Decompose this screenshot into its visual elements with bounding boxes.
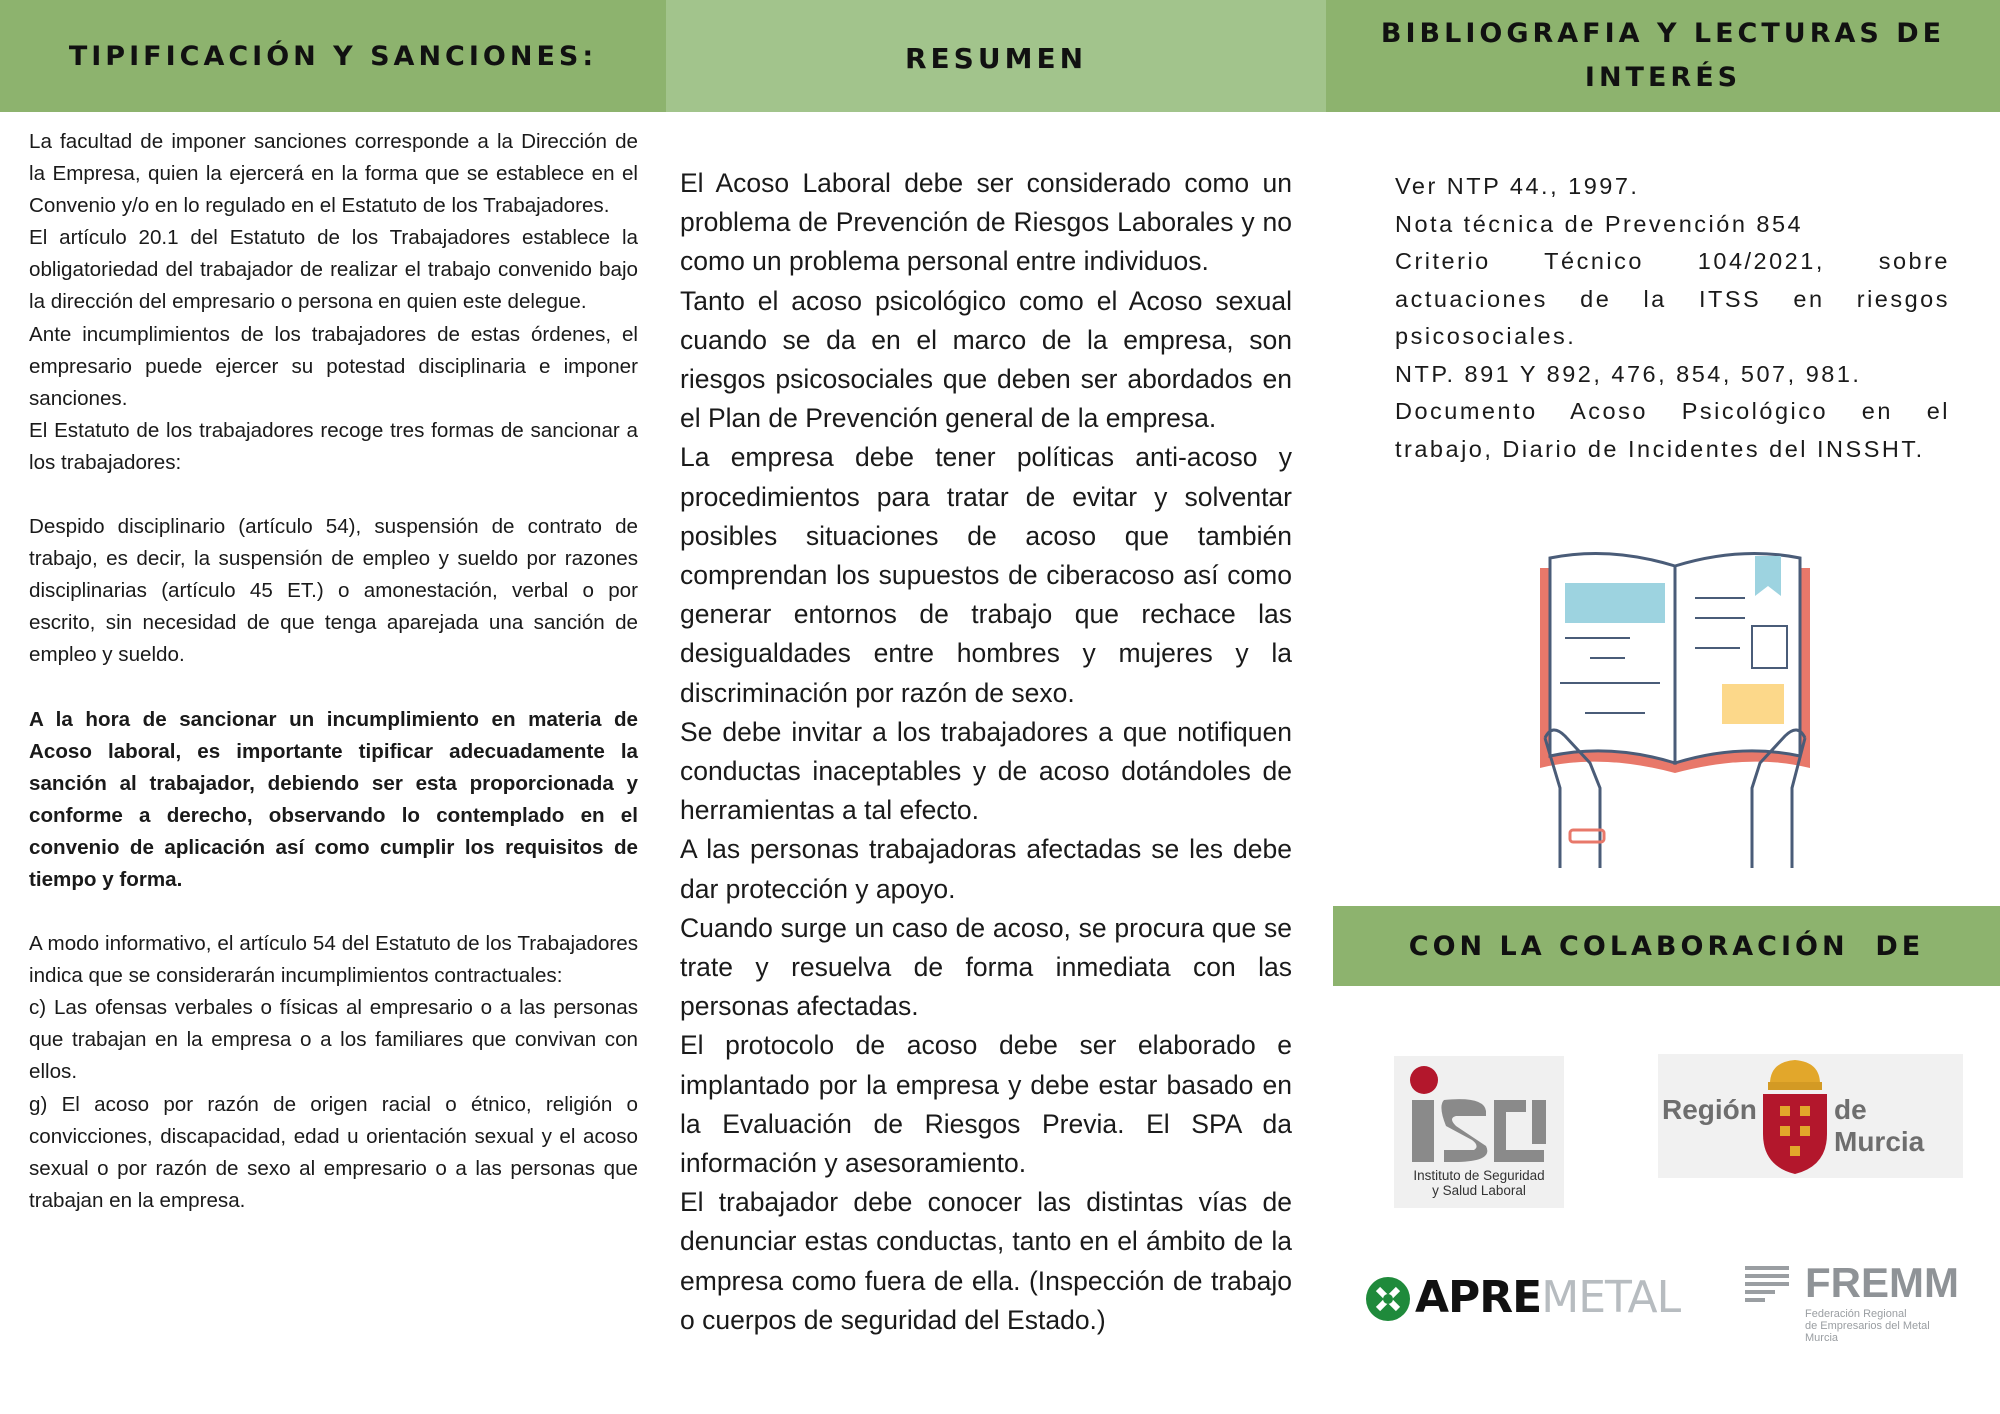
tipificacion-paragraph: c) Las ofensas verbales o físicas al empresario o a las personas que trabajan en la empresa o a los familiares que convivan con ellos. — [29, 996, 638, 1084]
fremm-text: FREMM — [1805, 1259, 1959, 1306]
header-colaboracion-text: CON LA COLABORACIÓN DE — [1408, 930, 1925, 962]
tipificacion-paragraph: A modo informativo, el artículo 54 del Estatuto de los Trabajadores indica que se considerarán incumplimientos contractuales: — [29, 932, 638, 988]
fremm-logo — [1745, 1259, 1965, 1348]
resumen-paragraph: Tanto el acoso psicológico como el Acoso sexual cuando se da en el marco de la empresa, son riesgos psicosociales que deben ser abordados en el Plan de Prevención general de la empresa. — [680, 285, 1292, 434]
resumen-paragraph: El protocolo de acoso debe ser elaborado e implantado por la empresa y debe estar basado en la Evaluación de Riesgos Previa. El SPA da información y asesoramiento. — [680, 1030, 1292, 1179]
metal-text: METAL — [1541, 1272, 1681, 1323]
bibliografia-item: Documento Acoso Psicológico en el trabajo, Diario de Incidentes del INSSHT. — [1395, 398, 1950, 462]
tipificacion-paragraph: La facultad de imponer sanciones corresponde a la Dirección de la Empresa, quien la ejercerá en la forma que se establece en el Convenio y/o en lo regulado en el Estatuto de los Trabajadores. — [29, 130, 638, 218]
bibliografia-item: NTP. 891 Y 892, 476, 854, 507, 981. — [1395, 360, 1862, 387]
header-bibliografia-line2: INTERÉS — [1584, 62, 1742, 93]
apre-text: APRE — [1415, 1272, 1542, 1323]
bibliografia-list — [1395, 168, 1950, 468]
header-bibliografia — [1326, 0, 2000, 112]
tipificacion-paragraph: Despido disciplinario (artículo 54), suspensión de contrato de trabajo, es decir, la suspensión de empleo y sueldo por razones disciplinarias (artículo 45 ET.) o amonestación, verbal o por escrito, sin necesidad de que tenga aparejada una sanción de empleo y sueldo. — [29, 515, 638, 667]
fremm-stripes-icon — [1745, 1264, 1793, 1304]
issl-logo — [1394, 1056, 1564, 1208]
apremetal-logo — [1365, 1268, 1710, 1328]
tipificacion-paragraph: g) El acoso por razón de origen racial o étnico, religión o convicciones, discapacidad, edad u orientación sexual y el acoso sexual o por razón de sexo al empresario o a las personas que trabajan en la empresa. — [29, 1092, 638, 1212]
murcia-coat-of-arms-icon — [1758, 1054, 1832, 1178]
resumen-column — [680, 164, 1292, 1340]
header-tipificacion-text: TIPIFICACIÓN Y SANCIONES: — [68, 40, 598, 72]
apremetal-emblem-icon — [1365, 1276, 1411, 1322]
header-resumen-text: RESUMEN — [904, 41, 1087, 75]
header-colaboracion — [1333, 906, 2000, 986]
issl-text-line2: y Salud Laboral — [1432, 1183, 1526, 1198]
fremm-sub-line1: Federación Regional — [1805, 1308, 1907, 1320]
resumen-paragraph: Se debe invitar a los trabajadores a que notifiquen conductas inaceptables y de acoso dotándoles de herramientas a tal efecto. — [680, 716, 1292, 826]
tipificacion-bold-paragraph: A la hora de sancionar un incumplimiento en materia de Acoso laboral, es importante tipificar adecuadamente la sanción al trabajador, debiendo ser esta proporcionada y conforme a derecho, observando lo contemplado en el convenio de aplicación así como cumplir los requisitos de tiempo y forma. — [29, 707, 638, 891]
issl-text-line1: Instituto de Seguridad — [1413, 1168, 1545, 1183]
resumen-paragraph: La empresa debe tener políticas anti-acoso y procedimientos para tratar de evitar y solventar posibles situaciones de acoso que también comprendan los supuestos de ciberacoso así como generar entornos de trabajo que rechace las desigualdades entre hombres y mujeres y la discriminación por razón de sexo. — [680, 442, 1292, 708]
bibliografia-item: Criterio Técnico 104/2021, sobre actuaciones de la ITSS en riesgos psicosociales. — [1395, 248, 1950, 349]
tipificacion-paragraph: El artículo 20.1 del Estatuto de los Trabajadores establece la obligatoriedad del trabajador de realizar el trabajo convenido bajo la dirección del empresario o persona en quien este delegue. — [29, 226, 638, 314]
header-tipificacion — [0, 0, 666, 112]
resumen-paragraph: El Acoso Laboral debe ser considerado como un problema de Prevención de Riesgos Laborales y no como un problema personal entre individuos. — [680, 168, 1292, 277]
fremm-sub-line2: de Empresarios del Metal — [1805, 1320, 1930, 1332]
murcia-text-left: Región — [1662, 1094, 1757, 1125]
header-resumen — [666, 0, 1326, 112]
bibliografia-item: Ver NTP 44., 1997. — [1395, 173, 1640, 199]
resumen-paragraph: Cuando surge un caso de acoso, se procura que se trate y resuelva de forma inmediata con las personas afectadas. — [680, 912, 1292, 1022]
region-murcia-logo — [1658, 1054, 1963, 1178]
resumen-paragraph: El trabajador debe conocer las distintas vías de denunciar estas conductas, tanto en el ámbito de la empresa como fuera de ella. (Inspección de trabajo o cuerpos de seguridad del Estado.) — [680, 1187, 1292, 1335]
tipificacion-paragraph: El Estatuto de los trabajadores recoge tres formas de sancionar a los trabajadores: — [29, 418, 638, 474]
tipificacion-paragraph: Ante incumplimientos de los trabajadores de estas órdenes, el empresario puede ejercer su potestad disciplinaria e imponer sanciones. — [29, 322, 638, 410]
fremm-sub-line3: Murcia — [1805, 1332, 1839, 1344]
resumen-paragraph: A las personas trabajadoras afectadas se les debe dar protección y apoyo. — [680, 834, 1292, 904]
open-book-illustration — [1530, 548, 1820, 878]
tipificacion-column — [29, 126, 638, 1217]
header-bibliografia-line1: BIBLIOGRAFIA Y LECTURAS DE — [1380, 18, 1946, 49]
bibliografia-item: Nota técnica de Prevención 854 — [1395, 210, 1804, 237]
murcia-text-right: de Murcia — [1834, 1094, 1925, 1157]
